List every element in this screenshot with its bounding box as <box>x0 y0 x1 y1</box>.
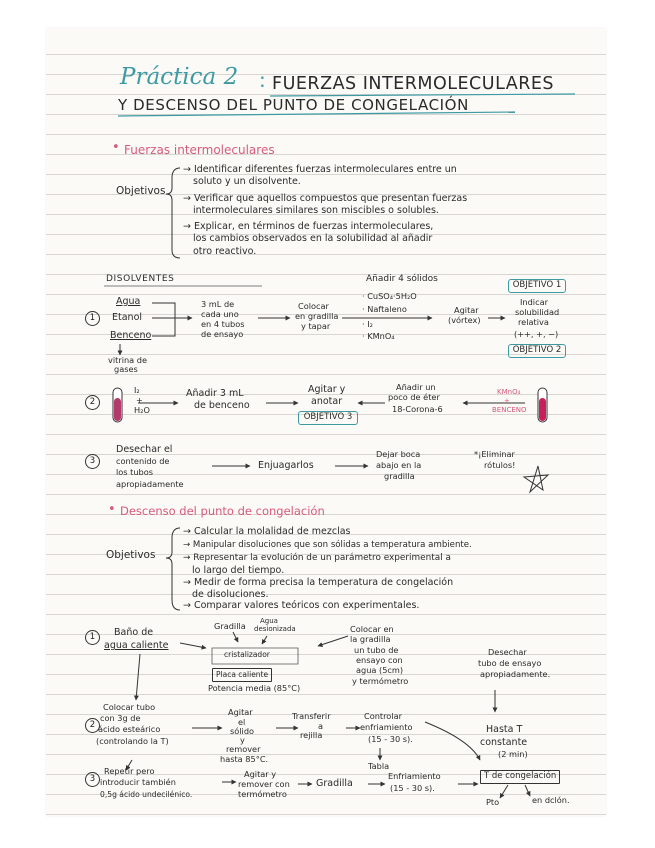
colocar-tubo-line4: (controlando la T) <box>96 736 169 746</box>
desechar-line4: apropiadamente <box>116 479 184 489</box>
arrow-to-pto <box>500 785 508 798</box>
cristalizador-label: cristalizador <box>224 650 270 659</box>
agitar-solido-line2: el <box>238 717 246 727</box>
title-practica: Práctica 2 <box>120 64 239 90</box>
repetir-line3: 0,5g ácido undecilénico. <box>100 790 193 799</box>
objective-1-3b: los cambios observados en la solubilidad al añadir <box>193 233 433 244</box>
agitar-line1: Agitar <box>454 305 479 315</box>
anadir-eter-line2: poco de éter <box>388 392 440 402</box>
controlar-line2: enfriamiento <box>360 722 413 732</box>
objective-2-1: → Calcular la molalidad de mezclas <box>183 526 351 537</box>
objetivos-label-2: Objetivos <box>106 549 156 561</box>
title-colon: : <box>259 68 266 92</box>
benceno-label: BENCENO <box>492 406 527 414</box>
agitar-line2: (vórtex) <box>448 315 481 325</box>
objective-1-3c: otro reactivo. <box>193 246 257 257</box>
objective-2-4b: de disoluciones. <box>192 589 269 600</box>
h2o-label: H₂O <box>134 405 150 415</box>
arrow-to-en-dclon <box>525 785 530 796</box>
agitar-solido-line1: Agitar <box>228 707 253 717</box>
indicar-line2: solubilidad <box>515 307 560 317</box>
disolventes-label: DISOLVENTES <box>106 274 175 284</box>
hasta-t-line3: (2 min) <box>498 749 528 759</box>
controlar-line3: (15 - 30 s). <box>368 734 413 744</box>
solid-naftaleno: · Naftaleno <box>362 304 407 314</box>
objetivo-1-box: OBJETIVO 1 <box>508 279 566 293</box>
objective-1-1b: soluto y un disolvente. <box>193 176 301 187</box>
colocar-en-line4: ensayo con <box>356 655 403 665</box>
anadir-eter-line3: 18-Corona-6 <box>392 404 443 414</box>
colocar-en-line3: un tubo de <box>354 645 399 655</box>
tubes-line4: de ensayo <box>201 329 244 339</box>
potencia-label: Potencia media (85°C) <box>208 683 301 693</box>
colocar-tubo-line1: Colocar tubo <box>103 702 156 712</box>
agitar-solido-line4: y <box>240 735 245 745</box>
objective-2-2: → Manipular disoluciones que son sólidas a temperatura ambiente. <box>183 540 472 550</box>
objective-2-3: → Representar la evolución de un parámetro experimental a <box>183 553 451 563</box>
eliminar-line1: *¡Eliminar <box>474 449 515 459</box>
arrow-to-hasta-t <box>425 722 480 760</box>
colocar-tubo-line3: ácido esteárico <box>98 724 161 734</box>
step2-number: 2 <box>85 395 100 410</box>
i2-label: I₂ <box>134 385 140 395</box>
i2-plus: + <box>136 395 143 405</box>
arrow-to-colocar-tubo <box>136 654 140 700</box>
agitar-anotar-line1: Agitar y <box>308 384 346 395</box>
colocar-line1: Colocar <box>298 301 329 311</box>
colocar-en-line1: Colocar en <box>350 624 394 634</box>
agitar-solido-line5: remover <box>226 744 261 754</box>
enfriamiento-line1: Enfriamiento <box>388 771 441 781</box>
desechar-line3: los tubos <box>116 467 154 477</box>
bano-line2: agua caliente <box>104 640 169 651</box>
objectives-brace-2 <box>166 528 180 610</box>
transferir-line3: rejilla <box>300 730 323 740</box>
part2-step2-number: 2 <box>85 718 100 733</box>
agitar-remover-line3: termómetro <box>238 789 287 799</box>
brace-agua <box>152 303 175 318</box>
dejar-line3: gradilla <box>384 471 415 481</box>
solid-cuso4: · CuSO₄·5H₂O <box>362 291 417 301</box>
anadir-benceno-line2: de benceno <box>194 400 250 411</box>
arrow-gradilla <box>233 632 238 642</box>
section2-heading: Descenso del punto de congelación <box>120 504 325 518</box>
title-line2: Y DESCENSO DEL PUNTO DE CONGELACIÓN <box>118 96 469 114</box>
pto-label: Pto <box>486 797 500 807</box>
hasta-t-line1: Hasta T <box>486 724 523 735</box>
dejar-line1: Dejar boca <box>376 449 421 459</box>
repetir-line2: introducir también <box>100 777 176 787</box>
agitar-solido-line6: hasta 85°C. <box>220 754 269 764</box>
tabla-label: Tabla <box>368 761 390 771</box>
colocar-line3: y tapar <box>301 321 331 331</box>
objective-2-4: → Medir de forma precisa la temperatura de congelación <box>183 577 454 588</box>
vitrina-line2: gases <box>114 364 138 374</box>
section1-heading: Fuerzas intermoleculares <box>124 143 275 157</box>
gradilla2-label: Gradilla <box>316 778 353 789</box>
enfriamiento-line2: (15 - 30 s). <box>390 783 435 793</box>
kmno4-plus: + <box>504 397 510 405</box>
objective-1-1: → Identificar diferentes fuerzas intermoleculares entre un <box>183 164 457 175</box>
anadir-benceno-line1: Añadir 3 mL <box>186 388 244 399</box>
colocar-en-line2: la gradilla <box>350 634 391 644</box>
anadir-eter-line1: Añadir un <box>396 382 436 392</box>
desionizada-label: desionizada <box>254 625 296 633</box>
section1-bullet: • <box>112 140 120 155</box>
title-line1: FUERZAS INTERMOLECULARES <box>272 74 555 94</box>
colocar-en-line5: agua (5cm) <box>356 665 404 675</box>
objective-1-2: → Verificar que aquellos compuestos que presentan fuerzas <box>183 193 468 204</box>
agitar-anotar-line2: anotar <box>311 396 343 407</box>
part2-step3-number: 3 <box>85 772 100 787</box>
anadir-solidos-title: Añadir 4 sólidos <box>366 274 438 284</box>
test-tube-left <box>113 388 122 422</box>
solid-i2: · I₂ <box>362 319 373 329</box>
repetir-line1: Repetir pero <box>104 766 155 776</box>
solvent-etanol: Etanol <box>112 312 143 323</box>
hasta-t-line2: constante <box>480 737 528 748</box>
objective-2-3b: lo largo del tiempo. <box>192 565 285 576</box>
dejar-line2: abajo en la <box>376 460 422 470</box>
tubes-line3: en 4 tubos <box>201 319 245 329</box>
arrow-colocar-en <box>318 636 348 646</box>
agitar-solido-line3: sólido <box>230 726 255 736</box>
colocar-en-line6: y termómetro <box>352 676 409 686</box>
test-tube-right <box>538 388 547 422</box>
gradilla-label: Gradilla <box>214 621 246 631</box>
controlar-line1: Controlar <box>364 711 402 721</box>
brace-benceno <box>152 318 175 336</box>
agua-label: Agua <box>260 617 278 625</box>
enjuagarlos-label: Enjuagarlos <box>258 460 314 471</box>
objective-1-2b: intermoleculares similares son miscibles o solubles. <box>193 205 439 216</box>
indicar-line1: Indicar <box>520 297 548 307</box>
desechar-tubo-line3: apropiadamente. <box>480 669 551 679</box>
colocar-tubo-line2: con 3g de <box>100 713 141 723</box>
objective-2-5: → Comparar valores teóricos con experimentales. <box>183 600 420 611</box>
desechar-line2: contenido de <box>116 456 170 466</box>
section2-bullet: • <box>108 502 116 517</box>
tubes-line1: 3 mL de <box>201 299 235 309</box>
objective-1-3: → Explicar, en términos de fuerzas intermoleculares, <box>183 221 434 232</box>
solid-kmno4: · KMnO₄ <box>362 331 395 341</box>
transferir-line1: Transferir <box>292 711 331 721</box>
step3-number: 3 <box>85 454 100 469</box>
solvent-agua: Agua <box>116 296 141 307</box>
indicar-line3: relativa <box>518 317 549 327</box>
step1-number: 1 <box>85 311 100 326</box>
kmno4-label: KMnO₄ <box>497 388 521 396</box>
en-dclon-label: en dclón. <box>532 795 570 805</box>
desechar-tubo-line1: Desechar <box>488 647 527 657</box>
desechar-tubo-line2: tubo de ensayo <box>478 658 542 668</box>
indicar-line4: (++, +, −) <box>514 329 559 339</box>
bano-line1: Baño de <box>114 627 154 638</box>
eliminar-line2: rótulos! <box>484 460 516 470</box>
colocar-line2: en gradilla <box>295 311 339 321</box>
objectives-brace-1 <box>166 168 180 258</box>
objetivos-label-1: Objetivos <box>116 185 166 197</box>
objetivo-2-box: OBJETIVO 2 <box>508 344 566 358</box>
t-congelacion-box: T de congelación <box>480 770 560 784</box>
arrow-to-cristalizador <box>180 643 206 648</box>
solvent-benceno: Benceno <box>110 330 152 341</box>
star-doodle <box>524 466 548 492</box>
placa-caliente-box: Placa caliente <box>212 668 272 682</box>
agitar-remover-line1: Agitar y <box>244 769 277 779</box>
transferir-line2: a <box>318 721 324 731</box>
part2-step1-number: 1 <box>85 630 100 645</box>
agitar-remover-line2: remover con <box>238 779 290 789</box>
desechar-line1: Desechar el <box>116 444 173 455</box>
objetivo-3-box: OBJETIVO 3 <box>298 411 358 425</box>
vitrina-line1: vitrina de <box>108 355 148 365</box>
tubes-line2: cada uno <box>201 309 239 319</box>
arrow-agua <box>262 636 267 644</box>
